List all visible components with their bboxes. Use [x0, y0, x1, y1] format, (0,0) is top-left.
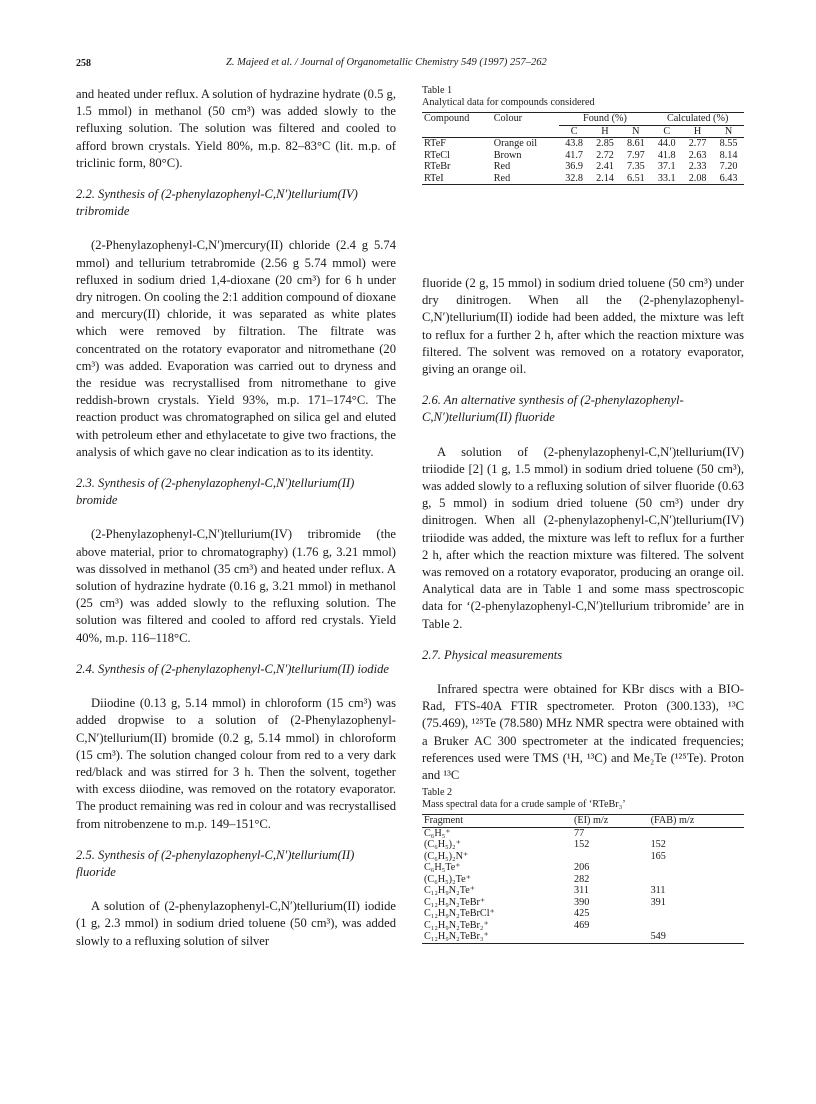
- table-1-row: [422, 150, 744, 162]
- table-2-row: [422, 862, 744, 874]
- fragment-cell: C₁₂H₉N₂TeBrCl⁺: [424, 908, 495, 919]
- fragment-cell: (C₆H₅)₂⁺: [424, 839, 461, 850]
- value-cell: 41.8: [657, 149, 676, 161]
- paragraph: and heated under reflux. A solution of hydrazine hydrate (0.5 g, 1.5 mmol) in methanol (50 cm³) was added slowly to the refluxing solution. The solution was filtered and cooled to afford brown crystals. Yield 80%, m.p. 82–83°C (lit. m.p. of triclinic form, 80°C).: [76, 87, 396, 170]
- value-cell: 2.72: [596, 149, 614, 161]
- paragraph: A solution of (2-phenylazophenyl-C,N′)tellurium(IV) triiodide [2] (1 g, 1.5 mmol) in sodium dried toluene (50 cm³), was added slowly to a refluxing solution of silver fluoride (0.63 g, 5 mmol) in sodium dried toluene (50 cm³) under dry dinitrogen. When all (2-phenylazophenyl-C,N′)tellurium(IV) triiodide was added, the mixture was left to reflux for a further 2 h, after which the reaction mixture was filtered. The solvent was removed on a rotatory evaporator, producing an orange oil. Analytical data are in Table 1 and some mass spectroscopic data for ‘(2-phenylazophenyl-C,N′)tellurium tribromide’ are in Table 2.: [422, 444, 744, 631]
- table-2: [422, 787, 744, 944]
- ei-cell: 77: [574, 827, 585, 839]
- table-1-header-colour: Colour: [492, 113, 559, 126]
- fab-cell: 549: [649, 931, 744, 943]
- ei-cell: 206: [574, 862, 590, 873]
- value-cell: 2.41: [596, 161, 614, 172]
- section-heading: 2.7. Physical measurements: [422, 647, 563, 662]
- value-cell: 2.14: [590, 173, 621, 185]
- value-cell: 7.97: [626, 149, 645, 161]
- ei-cell: [572, 851, 649, 863]
- table-2-row: [422, 897, 744, 909]
- fragment-cell: (C₆H₅)₂Te⁺: [424, 873, 472, 885]
- fragment-cell: C₁₂H₉N₂TeBr₂⁺: [424, 919, 489, 931]
- table-1-row: [422, 138, 744, 150]
- fragment-cell: C₆H₅⁺: [424, 827, 451, 839]
- left-column: [76, 86, 396, 950]
- table-2-row: [422, 874, 744, 886]
- fab-cell: 165: [650, 850, 666, 862]
- ei-cell: 282: [574, 873, 590, 885]
- colour-cell: Brown: [493, 149, 522, 161]
- value-cell: 2.85: [596, 138, 614, 149]
- value-cell: 7.35: [626, 161, 645, 172]
- fab-cell: [649, 908, 744, 920]
- paragraph: fluoride (2 g, 15 mmol) in sodium dried toluene (50 cm³) under dry dinitrogen. When all the (2-phenylazophenyl-C,N′)tellurium(II) iodide had been added, the mixture was left to reflux for a further 2 h, after which the reaction mixture was filtered. The solvent was removed on a rotatory evaporator, giving an orange oil.: [422, 276, 744, 377]
- fab-cell: 152: [650, 839, 666, 850]
- table-2-header-ei: (EI) m/z: [572, 815, 649, 828]
- value-cell: 43.8: [565, 138, 584, 149]
- fab-cell: [649, 862, 744, 874]
- table-1-subheader: N: [620, 125, 651, 138]
- table-2-row: [422, 839, 744, 851]
- colour-cell: Red: [492, 173, 559, 185]
- value-cell: 8.55: [719, 138, 738, 149]
- section-heading: 2.2. Synthesis of (2-phenylazophenyl-C,N′)tellurium(IV) tribromide: [76, 187, 358, 219]
- paragraph: Infrared spectra were obtained for KBr discs with a BIO-Rad, FTS-40A FTIR spectrometer. Proton (300.133), ¹³C (75.469), ¹²⁵Te (78.580) MHz NMR spectra were obtained with a Bruker AC 300 spectrometer at the indicated frequencies; references used were TMS (¹H, ¹³C) and Me₂Te (¹²⁵Te). Proton and ¹³C: [422, 682, 744, 783]
- value-cell: 37.1: [657, 161, 676, 172]
- value-cell: 2.77: [688, 138, 707, 149]
- table-1-header-found: Found (%): [559, 113, 652, 126]
- table-2-label: Table 2: [422, 787, 453, 798]
- section-heading: 2.6. An alternative synthesis of (2-phenylazophenyl-C,N′)tellurium(II) fluoride: [422, 393, 684, 425]
- table-1-caption: Analytical data for compounds considered: [422, 97, 595, 108]
- fragment-cell: C₁₂H₉N₂Te⁺: [424, 885, 476, 896]
- paragraph: A solution of (2-phenylazophenyl-C,N′)tellurium(II) iodide (1 g, 2.3 mmol) in sodium dried toluene (50 cm³), was added slowly to a refluxing solution of silver: [76, 899, 396, 948]
- value-cell: 7.20: [719, 161, 738, 172]
- table-1-row: [422, 161, 744, 173]
- section-heading: 2.4. Synthesis of (2-phenylazophenyl-C,N′)tellurium(II) iodide: [76, 661, 389, 676]
- paragraph: Diiodine (0.13 g, 5.14 mmol) in chloroform (15 cm³) was added dropwise to a solution of (2-Phenylazophenyl-C,N′)tellurium(II) bromide (0.2 g, 5.14 mmol) in chloroform (15 cm³). The solution changed colour from red to a very dark red/black and was stirred for 3 h. Then the solvent, together with excess diiodine, was removed on the rotatory evaporator. The product remaining was red in colour and was recrystallised from nitrobenzene to m.p. 149–151°C.: [76, 696, 396, 831]
- table-1-header-calculated: Calculated (%): [651, 113, 744, 126]
- table-1-grid: [422, 112, 744, 185]
- table-1-subheader: H: [682, 125, 713, 138]
- fab-cell: 311: [650, 885, 666, 896]
- ei-cell: 311: [574, 885, 589, 896]
- table-2-row: [422, 885, 744, 897]
- compound-cell: RTeCl: [424, 149, 450, 161]
- table-1-subheader: C: [559, 125, 590, 138]
- value-cell: 2.08: [682, 173, 713, 185]
- ei-cell: 152: [574, 839, 590, 850]
- fragment-cell: C₁₂H₉N₂TeBr⁺: [424, 896, 486, 908]
- fragment-cell: (C₆H₅)₂N⁺: [424, 850, 469, 862]
- table-1-subheader: H: [590, 125, 621, 138]
- value-cell: 8.14: [719, 149, 738, 161]
- fab-cell: [649, 874, 744, 886]
- table-2-row: [422, 851, 744, 863]
- table-1-subheader-blank: [492, 125, 559, 138]
- fab-cell: [649, 827, 744, 839]
- table-2-row: [422, 931, 744, 943]
- table-2-header-fab: (FAB) m/z: [649, 815, 744, 828]
- value-cell: 2.33: [688, 161, 707, 172]
- right-column: [422, 275, 744, 784]
- value-cell: 2.63: [688, 149, 707, 161]
- value-cell: 36.9: [565, 161, 584, 172]
- compound-cell: RTeBr: [424, 161, 451, 172]
- table-2-row: [422, 827, 744, 839]
- table-2-caption: Mass spectral data for a crude sample of ‘RTeBr₃’: [422, 799, 626, 810]
- table-2-header-fragment: Fragment: [422, 815, 572, 828]
- table-2-row: [422, 920, 744, 932]
- section-heading: 2.3. Synthesis of (2-phenylazophenyl-C,N′)tellurium(II) bromide: [76, 476, 355, 508]
- table-1-subheader: C: [651, 125, 682, 138]
- running-header: Z. Majeed et al. / Journal of Organometallic Chemistry 549 (1997) 257–262: [226, 57, 547, 68]
- ei-cell: 390: [574, 896, 590, 908]
- table-1-header-compound: Compound: [422, 113, 492, 126]
- value-cell: 6.51: [620, 173, 651, 185]
- table-1-subheader-blank: [422, 125, 492, 138]
- fab-cell: 391: [650, 896, 666, 908]
- value-cell: 6.43: [713, 173, 744, 185]
- ei-cell: 425: [574, 908, 590, 919]
- value-cell: 41.7: [565, 149, 584, 161]
- table-1-label: Table 1: [422, 85, 453, 96]
- ei-cell: 469: [574, 919, 590, 931]
- ei-cell: [572, 931, 649, 943]
- paragraph: (2-Phenylazophenyl-C,N′)mercury(II) chloride (2.4 g 5.74 mmol) and tellurium tetrabromide (2.56 g 5.74 mmol) were refluxed in sodium dried 1,4-dioxane (20 cm³) for 6 h under dry nitrogen. On cooling the 2:1 addition compound of dioxane and mercury(II) chloride, it was separated as white plates which were removed by filtration. The filtrate was concentrated on the rotatory evaporator and nitromethane (20 cm³) was added. Evaporation was carried out to dryness and the residue was recrystallised from nitromethane to give reddish-brown crystals. Yield 93%, m.p. 171–174°C. The reaction product was chromatographed on silica gel and eluted with petroleum ether and ethylacetate to give two fractions, the analysis of which gave no clear indication as to its identity.: [76, 238, 396, 459]
- value-cell: 8.61: [626, 138, 645, 149]
- page-number: 258: [76, 58, 91, 69]
- table-2-row: [422, 908, 744, 920]
- colour-cell: Red: [493, 161, 511, 172]
- fragment-cell: C₆H₅Te⁺: [424, 862, 461, 873]
- value-cell: 33.1: [651, 173, 682, 185]
- paragraph: (2-Phenylazophenyl-C,N′)tellurium(IV) tribromide (the above material, prior to chromatography) (1.76 g, 3.21 mmol) was dissolved in methanol (35 cm³) and heated under reflux. A solution of hydrazine hydrate (0.16 g, 3.21 mmol) in methanol (25 cm³) was added slowly to the refluxing solution. The solution was filtered and cooled to afford red crystals. Yield 40%, m.p. 116–118°C.: [76, 527, 396, 645]
- fab-cell: [649, 920, 744, 932]
- compound-cell: RTeI: [422, 173, 492, 185]
- value-cell: 44.0: [657, 138, 676, 149]
- section-heading: 2.5. Synthesis of (2-phenylazophenyl-C,N′)tellurium(II) fluoride: [76, 847, 355, 879]
- table-2-grid: [422, 814, 744, 944]
- table-1-row: [422, 173, 744, 185]
- table-1-subheader: N: [713, 125, 744, 138]
- value-cell: 32.8: [559, 173, 590, 185]
- colour-cell: Orange oil: [493, 138, 538, 149]
- compound-cell: RTeF: [424, 138, 446, 149]
- fragment-cell: C₁₂H₉N₂TeBr₃⁺: [422, 931, 572, 943]
- table-1: [422, 85, 744, 185]
